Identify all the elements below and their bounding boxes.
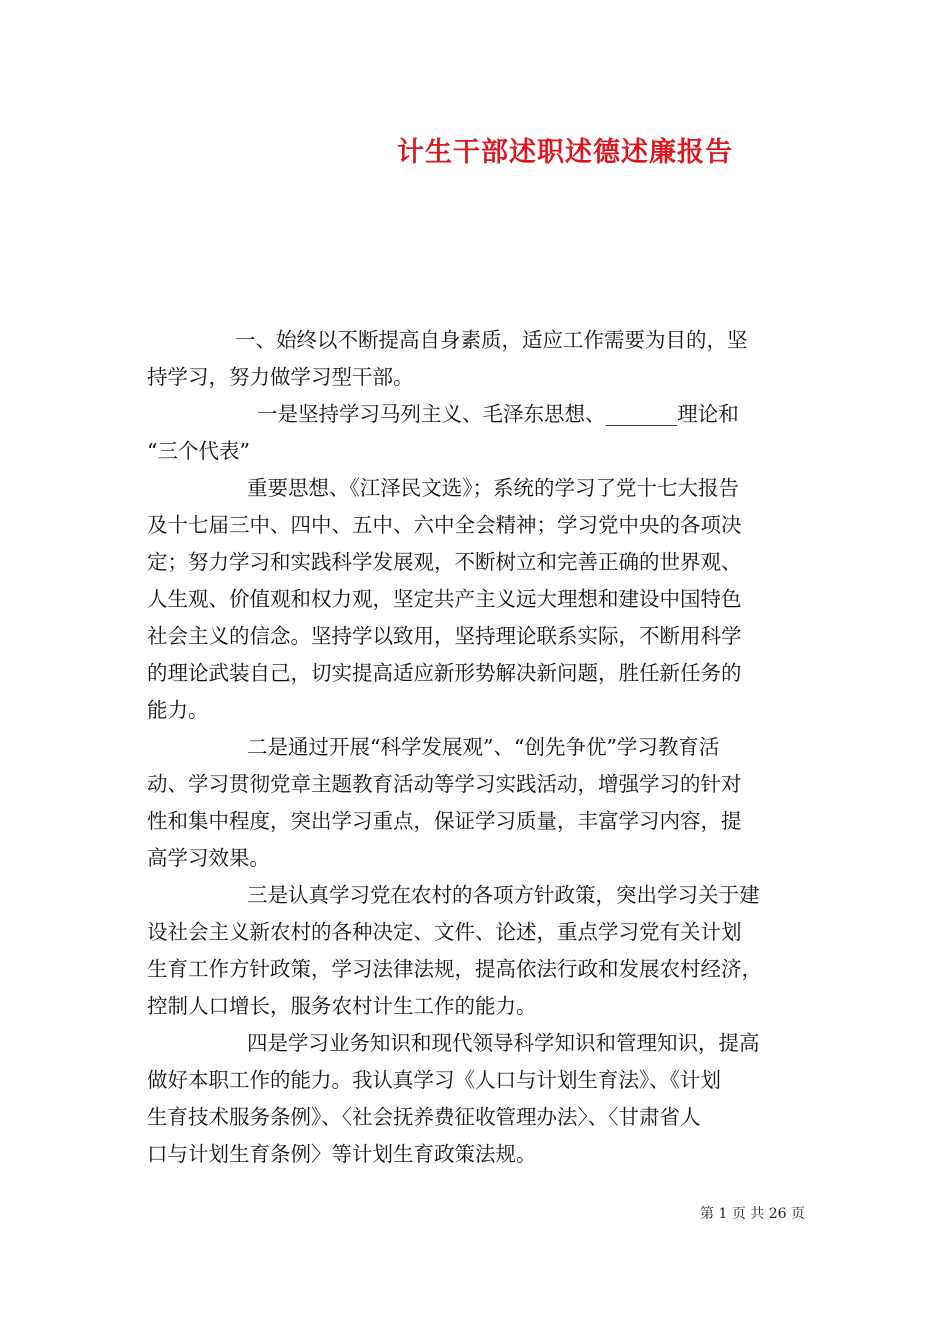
- paragraph-line: 性和集中程度，突出学习重点，保证学习质量，丰富学习内容，提: [147, 809, 742, 833]
- paragraph-line: 能力。: [147, 698, 209, 722]
- page-number-footer: 第 1 页 共 26 页: [700, 1206, 805, 1222]
- paragraph-line: 四是学习业务知识和现代领导科学知识和管理知识，提高: [247, 1031, 760, 1055]
- paragraph-line: 社会主义的信念。坚持学以致用，坚持理论联系实际，不断用科学: [147, 624, 742, 648]
- paragraph-line: 做好本职工作的能力。我认真学习《人口与计划生育法》、《计划: [147, 1068, 721, 1092]
- paragraph-line: 一、始终以不断提高自身素质，适应工作需要为目的，坚: [235, 328, 748, 352]
- paragraph-line: 三是认真学习党在农村的各项方针政策，突出学习关于建: [247, 883, 760, 907]
- paragraph-line: 生育技术服务条例》、〈社会抚养费征收管理办法〉、〈甘肃省人: [147, 1105, 701, 1129]
- paragraph-line: 一是坚持学习马列主义、毛泽东思想、_______理论和: [257, 402, 739, 426]
- paragraph-line: “三个代表”: [147, 439, 250, 463]
- paragraph-line: 控制人口增长，服务农村计生工作的能力。: [147, 994, 537, 1018]
- paragraph-line: 持学习，努力做学习型干部。: [147, 365, 414, 389]
- paragraph-line: 重要思想、《江泽民文选》；系统的学习了党十七大报告: [247, 476, 739, 500]
- paragraph-line: 动、学习贯彻党章主题教育活动等学习实践活动，增强学习的针对: [147, 772, 742, 796]
- paragraph-line: 口与计划生育条例〉等计划生育政策法规。: [147, 1142, 537, 1166]
- document-title: 计生干部述职述德述廉报告: [397, 137, 733, 168]
- paragraph-line: 定；努力学习和实践科学发展观，不断树立和完善正确的世界观、: [147, 550, 742, 574]
- paragraph-line: 二是通过开展“科学发展观”、“创先争优”学习教育活: [247, 735, 720, 759]
- paragraph-line: 人生观、价值观和权力观，坚定共产主义远大理想和建设中国特色: [147, 587, 742, 611]
- paragraph-line: 及十七届三中、四中、五中、六中全会精神；学习党中央的各项决: [147, 513, 742, 537]
- paragraph-line: 的理论武装自己，切实提高适应新形势解决新问题，胜任新任务的: [147, 661, 742, 685]
- document-body: [147, 322, 807, 1173]
- paragraph-line: 生育工作方针政策，学习法律法规，提高依法行政和发展农村经济，: [147, 957, 762, 981]
- paragraph-line: 设社会主义新农村的各种决定、文件、论述，重点学习党有关计划: [147, 920, 742, 944]
- paragraph-line: 高学习效果。: [147, 846, 270, 870]
